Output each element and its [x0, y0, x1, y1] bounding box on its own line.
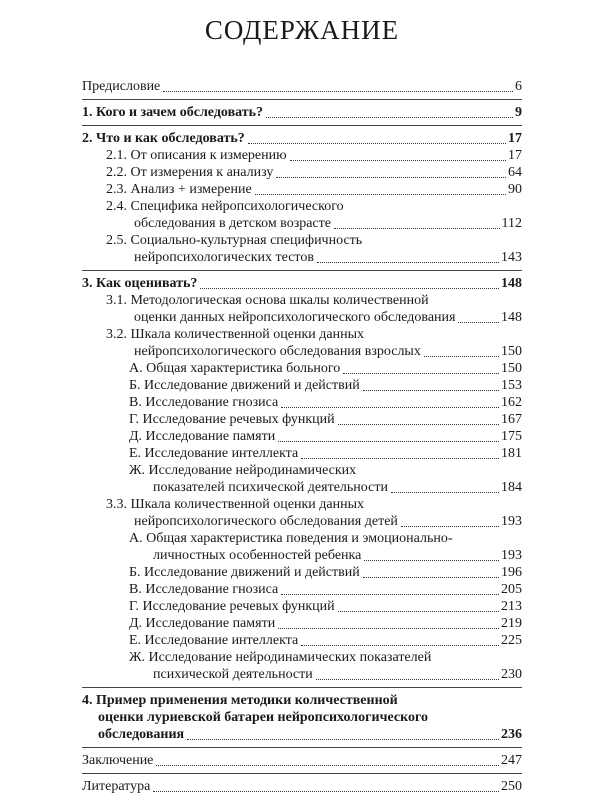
- toc-entry[interactable]: [82, 530, 522, 564]
- toc-leader: [391, 491, 499, 493]
- toc-entry[interactable]: [82, 445, 522, 462]
- toc-leader: [343, 372, 499, 374]
- toc-entry-title: 2. Что и как обследовать?: [82, 131, 245, 146]
- toc-line: [129, 615, 522, 632]
- toc-entry[interactable]: [82, 147, 522, 164]
- toc-page-number: 153: [501, 378, 522, 393]
- toc-entry[interactable]: [82, 377, 522, 394]
- toc-line: [106, 513, 522, 530]
- toc-leader: [338, 423, 499, 425]
- toc-page-number: 167: [501, 412, 522, 427]
- toc-leader: [248, 142, 506, 144]
- toc-entry-title: А. Общая характеристика поведения и эмоционально-: [129, 531, 453, 546]
- section-divider: [82, 747, 522, 748]
- table-of-contents: [82, 78, 522, 795]
- toc-page-number: 17: [508, 148, 522, 163]
- toc-leader: [187, 738, 499, 740]
- toc-entry-title: Заключение: [82, 753, 154, 768]
- toc-entry[interactable]: [82, 632, 522, 649]
- toc-leader: [156, 764, 499, 766]
- toc-leader: [163, 90, 513, 92]
- section-divider: [82, 125, 522, 126]
- toc-page-number: 213: [501, 599, 522, 614]
- toc-line: [129, 479, 522, 496]
- toc-entry[interactable]: [82, 275, 522, 292]
- toc-page-number: 64: [508, 165, 522, 180]
- toc-entry[interactable]: [82, 564, 522, 581]
- toc-line: [82, 130, 522, 147]
- toc-leader: [458, 321, 499, 323]
- section-divider: [82, 687, 522, 688]
- toc-entry-title: Ж. Исследование нейродинамических: [129, 463, 357, 478]
- toc-line: [129, 360, 522, 377]
- toc-leader: [424, 355, 499, 357]
- toc-entry[interactable]: [82, 130, 522, 147]
- toc-page-number: 184: [501, 480, 522, 495]
- toc-entry-title: 2.5. Социально-культурная специфичность: [106, 233, 363, 248]
- toc-leader: [363, 389, 499, 391]
- toc-entry-title: 2.1. От описания к измерению: [106, 148, 287, 163]
- toc-entry-title: оценки луриевской батареи нейропсихологического: [98, 710, 428, 725]
- toc-entry[interactable]: [82, 778, 522, 795]
- toc-entry[interactable]: [82, 78, 522, 95]
- toc-leader: [338, 610, 499, 612]
- section-divider: [82, 270, 522, 271]
- toc-entry-title: Д. Исследование памяти: [129, 429, 276, 444]
- toc-entry[interactable]: [82, 360, 522, 377]
- toc-entry-title: 3.1. Методологическая основа шкалы количественной: [106, 293, 429, 308]
- toc-entry-title: 4. Пример применения методики количественной: [82, 693, 398, 708]
- toc-leader: [301, 644, 499, 646]
- toc-entry-title: В. Исследование гнозиса: [129, 395, 279, 410]
- toc-entry[interactable]: [82, 181, 522, 198]
- toc-line: [82, 726, 522, 743]
- toc-line: [106, 343, 522, 360]
- toc-line: [129, 598, 522, 615]
- toc-entry[interactable]: [82, 394, 522, 411]
- toc-line: [129, 394, 522, 411]
- toc-entry-title: Г. Исследование речевых функций: [129, 412, 335, 427]
- toc-leader: [255, 193, 506, 195]
- toc-line: [129, 428, 522, 445]
- toc-line: [82, 752, 522, 769]
- toc-line: [129, 547, 522, 564]
- toc-page-number: 112: [501, 216, 522, 231]
- toc-leader: [278, 627, 499, 629]
- toc-line: [129, 445, 522, 462]
- toc-entry[interactable]: [82, 692, 522, 743]
- toc-entry-title: 2.4. Специфика нейропсихологического: [106, 199, 344, 214]
- toc-leader: [363, 576, 499, 578]
- toc-line: [82, 104, 522, 121]
- toc-page-number: 205: [501, 582, 522, 597]
- toc-entry[interactable]: [82, 649, 522, 683]
- toc-entry-title: обследования: [98, 727, 185, 742]
- toc-entry[interactable]: [82, 462, 522, 496]
- toc-entry-title: Г. Исследование речевых функций: [129, 599, 335, 614]
- toc-entry[interactable]: [82, 752, 522, 769]
- toc-entry-title: Б. Исследование движений и действий: [129, 565, 360, 580]
- toc-entry-title: показателей психической деятельности: [153, 480, 388, 495]
- toc-line: [129, 581, 522, 598]
- toc-page-number: 193: [501, 548, 522, 563]
- toc-leader: [364, 559, 499, 561]
- toc-line: [82, 778, 522, 795]
- toc-entry[interactable]: [82, 104, 522, 121]
- toc-page-number: 6: [515, 79, 522, 94]
- toc-leader: [278, 440, 499, 442]
- toc-line: [106, 181, 522, 198]
- toc-line: [106, 215, 522, 232]
- toc-leader: [281, 406, 499, 408]
- toc-page-number: 162: [501, 395, 522, 410]
- toc-entry-title: 2.3. Анализ + измерение: [106, 182, 252, 197]
- toc-leader: [334, 227, 500, 229]
- toc-line: [106, 164, 522, 181]
- toc-entry[interactable]: [82, 598, 522, 615]
- toc-entry[interactable]: [82, 164, 522, 181]
- toc-page-number: 196: [501, 565, 522, 580]
- toc-line: [82, 78, 522, 95]
- toc-line: [106, 309, 522, 326]
- toc-page-number: 17: [508, 131, 522, 146]
- toc-entry[interactable]: [82, 496, 522, 530]
- page-title: СОДЕРЖАНИЕ: [204, 15, 400, 45]
- toc-entry[interactable]: [82, 581, 522, 598]
- toc-leader: [200, 287, 499, 289]
- toc-entry-title: Предисловие: [82, 79, 161, 94]
- toc-page-number: 193: [501, 514, 522, 529]
- toc-page-number: 175: [501, 429, 522, 444]
- toc-page-number: 230: [501, 667, 522, 682]
- toc-leader: [401, 525, 499, 527]
- toc-page-number: 148: [501, 276, 522, 291]
- section-divider: [82, 773, 522, 774]
- toc-entry[interactable]: [82, 615, 522, 632]
- toc-entry-title: 2.2. От измерения к анализу: [106, 165, 274, 180]
- toc-leader: [266, 116, 513, 118]
- toc-entry-title: 3.2. Шкала количественной оценки данных: [106, 327, 365, 342]
- toc-line: [129, 411, 522, 428]
- toc-page-number: 236: [501, 727, 522, 742]
- toc-entry-title: обследования в детском возрасте: [134, 216, 331, 231]
- toc-line: [82, 275, 522, 292]
- toc-entry[interactable]: [82, 411, 522, 428]
- toc-entry-title: нейропсихологического обследования взрослых: [134, 344, 421, 359]
- toc-line: [129, 377, 522, 394]
- toc-page-number: 148: [501, 310, 522, 325]
- toc-entry-title: В. Исследование гнозиса: [129, 582, 279, 597]
- toc-leader: [153, 790, 499, 792]
- toc-entry[interactable]: [82, 232, 522, 266]
- toc-leader: [290, 159, 506, 161]
- toc-entry[interactable]: [82, 198, 522, 232]
- toc-entry-title: Е. Исследование интеллекта: [129, 633, 299, 648]
- toc-line: [129, 666, 522, 683]
- toc-entry-title: Литература: [82, 779, 151, 794]
- toc-entry[interactable]: [82, 326, 522, 360]
- toc-entry-title: Б. Исследование движений и действий: [129, 378, 360, 393]
- toc-page-number: 143: [501, 250, 522, 265]
- toc-leader: [281, 593, 499, 595]
- toc-entry-title: 3.3. Шкала количественной оценки данных: [106, 497, 365, 512]
- toc-entry-title: оценки данных нейропсихологического обследования: [134, 310, 456, 325]
- toc-line: [129, 564, 522, 581]
- toc-entry-title: 3. Как оценивать?: [82, 276, 198, 291]
- toc-leader: [316, 678, 499, 680]
- toc-entry[interactable]: [82, 292, 522, 326]
- toc-leader: [317, 261, 499, 263]
- toc-page-number: 150: [501, 344, 522, 359]
- toc-entry-title: нейропсихологических тестов: [134, 250, 314, 265]
- toc-entry-title: 1. Кого и зачем обследовать?: [82, 105, 264, 120]
- toc-leader: [301, 457, 499, 459]
- toc-entry-title: Е. Исследование интеллекта: [129, 446, 299, 461]
- toc-page-number: 181: [501, 446, 522, 461]
- toc-entry-title: нейропсихологического обследования детей: [134, 514, 398, 529]
- toc-line: [129, 632, 522, 649]
- toc-page-number: 225: [501, 633, 522, 648]
- toc-line: [106, 249, 522, 266]
- toc-page-number: 150: [501, 361, 522, 376]
- toc-page-number: 90: [508, 182, 522, 197]
- toc-leader: [276, 176, 506, 178]
- toc-page-number: 250: [501, 779, 522, 794]
- toc-entry[interactable]: [82, 428, 522, 445]
- toc-line: [106, 147, 522, 164]
- toc-entry-title: Ж. Исследование нейродинамических показателей: [129, 650, 432, 665]
- section-divider: [82, 99, 522, 100]
- toc-page-number: 219: [501, 616, 522, 631]
- toc-entry-title: личностных особенностей ребенка: [153, 548, 362, 563]
- toc-entry-title: А. Общая характеристика больного: [129, 361, 341, 376]
- toc-entry-title: Д. Исследование памяти: [129, 616, 276, 631]
- toc-entry-title: психической деятельности: [153, 667, 313, 682]
- toc-page-number: 9: [515, 105, 522, 120]
- toc-page-number: 247: [501, 753, 522, 768]
